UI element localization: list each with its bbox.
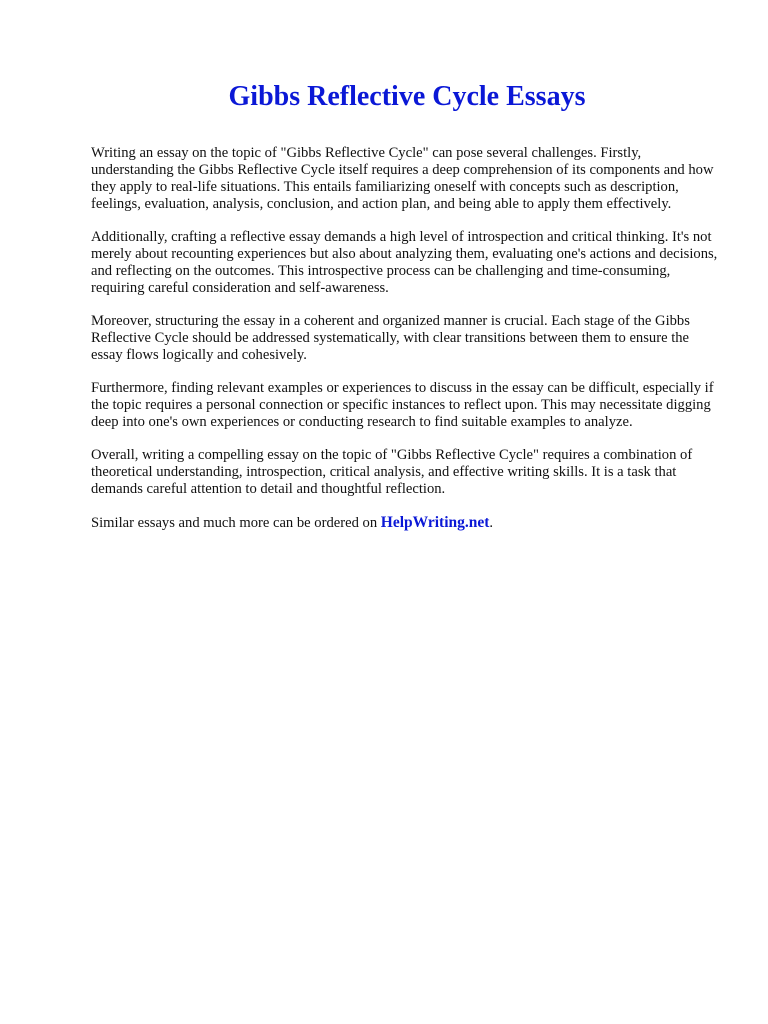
footer-line [91, 514, 723, 532]
document-title: Gibbs Reflective Cycle Essays [228, 81, 586, 112]
footer-suffix: . [489, 515, 494, 531]
helpwriting-link[interactable]: HelpWriting.net [380, 514, 490, 531]
footer-prefix: Similar essays and much more can be ordered on [91, 515, 381, 531]
paragraph-4: Furthermore, finding relevant examples or experiences to discuss in the essay can be difficult, especially if the topic requires a personal connection or specific instances to reflect upon. This may necessitate digging deep into one's own experiences or conducting research to find suitable examples to analyze. [91, 380, 714, 430]
paragraph-3: Moreover, structuring the essay in a coherent and organized manner is crucial. Each stage of the Gibbs Reflective Cycle should be addressed systematically, with clear transitions between them to ensure the essay flows logically and cohesively. [91, 313, 690, 363]
paragraph-1: Writing an essay on the topic of "Gibbs Reflective Cycle" can pose several challenges. Firstly, understanding the Gibbs Reflective Cycle itself requires a deep comprehension of its components and how they apply to real-life situations. This entails familiarizing oneself with concepts such as description, feelings, evaluation, analysis, conclusion, and action plan, and being able to apply them effectively. [91, 145, 714, 212]
paragraph-5: Overall, writing a compelling essay on the topic of "Gibbs Reflective Cycle" requires a combination of theoretical understanding, introspection, critical analysis, and effective writing skills. It is a task that demands careful attention to detail and thoughtful reflection. [91, 447, 693, 497]
document-body [91, 145, 723, 548]
paragraph-2: Additionally, crafting a reflective essay demands a high level of introspection and critical thinking. It's not merely about recounting experiences but also about analyzing them, evaluating one's actions and decisions, and reflecting on the outcomes. This introspective process can be challenging and time-consuming, requiring careful consideration and self-awareness. [91, 229, 718, 296]
